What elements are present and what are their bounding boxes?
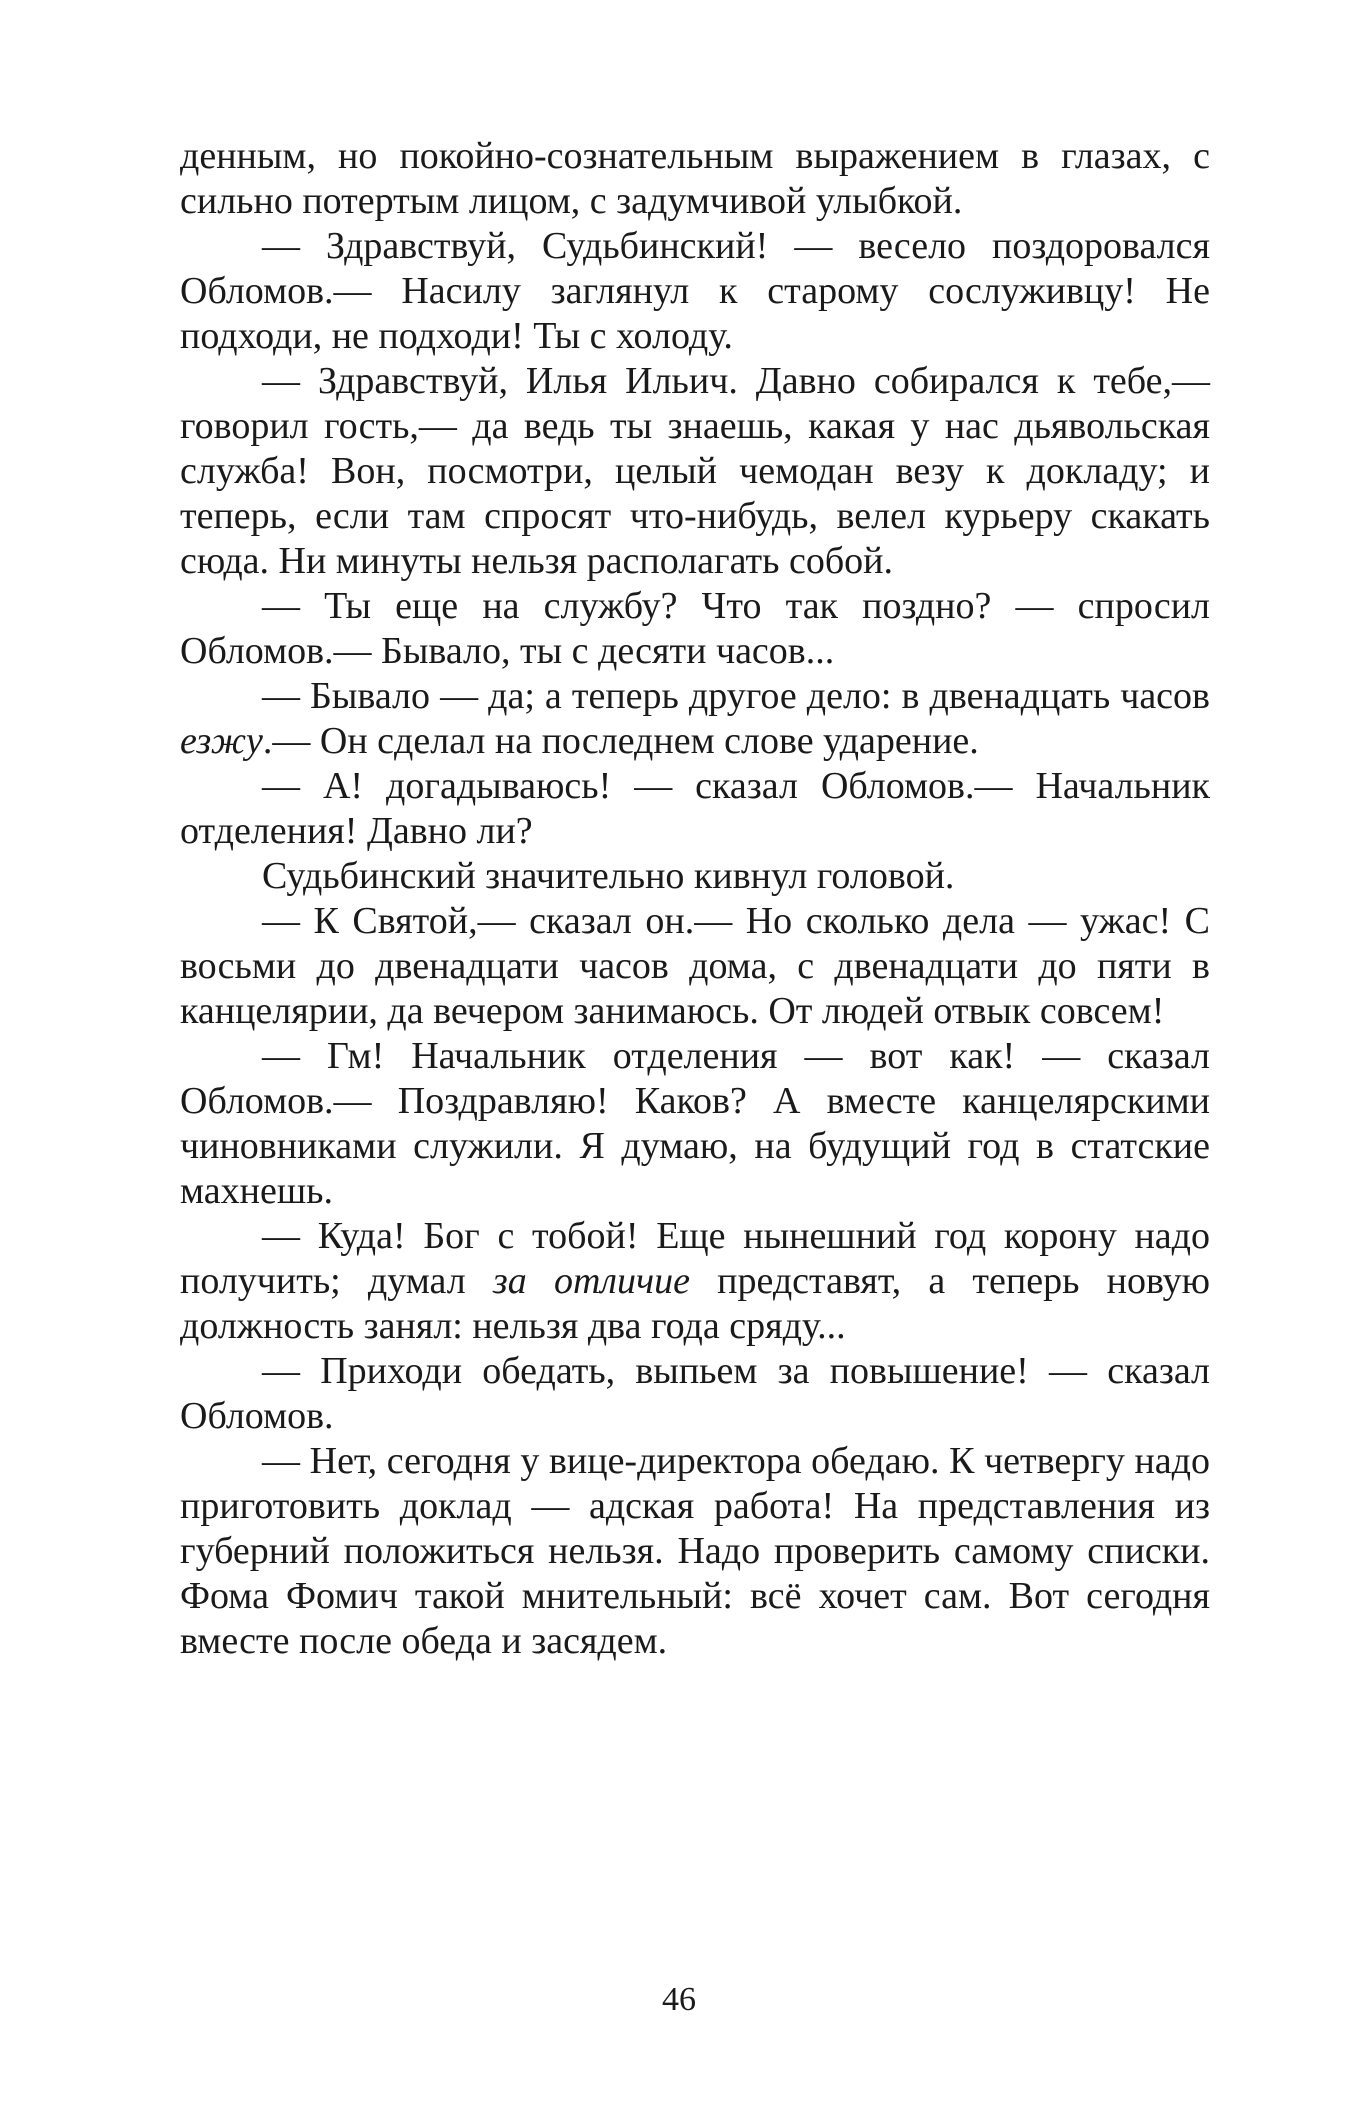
text-run: — Здравствуй, Судьбинский! — весело поздоровался Обломов.— Насилу заглянул к старому сослуживцу! Не подходи, не подходи! Ты с холоду. [180, 225, 1210, 357]
text-run: — Здравствуй, Илья Ильич. Давно собирался к тебе,— говорил гость,— да ведь ты знаешь, какая у нас дьявольская служба! Вон, посмотри, целый чемодан везу к докладу; и теперь, если там спросят что-нибудь, велел курьеру скакать сюда. Ни минуты нельзя располагать собой. [180, 360, 1210, 582]
text-run: — А! догадываюсь! — сказал Обломов.— Начальник отделения! Давно ли? [180, 765, 1210, 852]
paragraph [180, 359, 1210, 584]
paragraph [180, 1214, 1210, 1349]
text-run: — Куда! Бог с тобой! Еще нынешний год корону надо получить; думал [180, 1215, 1210, 1302]
paragraph [180, 899, 1210, 1034]
paragraph [180, 1439, 1210, 1664]
paragraph [180, 674, 1210, 764]
text-run: — Ты еще на службу? Что так поздно? — спросил Обломов.— Бывало, ты с десяти часов... [180, 585, 1210, 672]
text-run: — Приходи обедать, выпьем за повышение! — сказал Обломов. [180, 1350, 1210, 1437]
text-run: Судьбинский значительно кивнул головой. [262, 855, 955, 897]
text-run: представят, а теперь новую должность занял: нельзя два года сряду... [180, 1260, 1210, 1347]
paragraph [180, 854, 1210, 899]
body-text [180, 134, 1210, 1664]
text-run: денным, но покойно-сознательным выражением в глазах, с сильно потертым лицом, с задумчивой улыбкой. [180, 135, 1210, 222]
paragraph [180, 764, 1210, 854]
text-run: — Нет, сегодня у вице-директора обедаю. К четвергу надо приготовить доклад — адская работа! На представления из губерний положиться нельзя. Надо проверить самому списки. Фома Фомич такой мнительный: всё хочет сам. Вот сегодня вместе после обеда и засядем. [180, 1440, 1210, 1662]
paragraph [180, 134, 1210, 224]
text-run: — Бывало — да; а теперь другое дело: в двенадцать часов [262, 675, 1210, 717]
paragraph [180, 1034, 1210, 1214]
text-run: — Гм! Начальник отделения — вот как! — сказал Обломов.— Поздравляю! Каков? А вместе канцелярскими чиновниками служили. Я думаю, на будущий год в статские махнешь. [180, 1035, 1210, 1212]
italic-text: за отличие [492, 1260, 690, 1302]
text-run: .— Он сделал на последнем слове ударение. [262, 720, 979, 762]
paragraph [180, 1349, 1210, 1439]
paragraph [180, 584, 1210, 674]
page-number: 46 [662, 1981, 696, 2018]
italic-text: езжу [180, 720, 263, 762]
text-run: — К Святой,— сказал он.— Но сколько дела — ужас! С восьми до двенадцати часов дома, с двенадцати до пяти в канцелярии, да вечером занимаюсь. От людей отвык совсем! [180, 900, 1210, 1032]
paragraph [180, 224, 1210, 359]
